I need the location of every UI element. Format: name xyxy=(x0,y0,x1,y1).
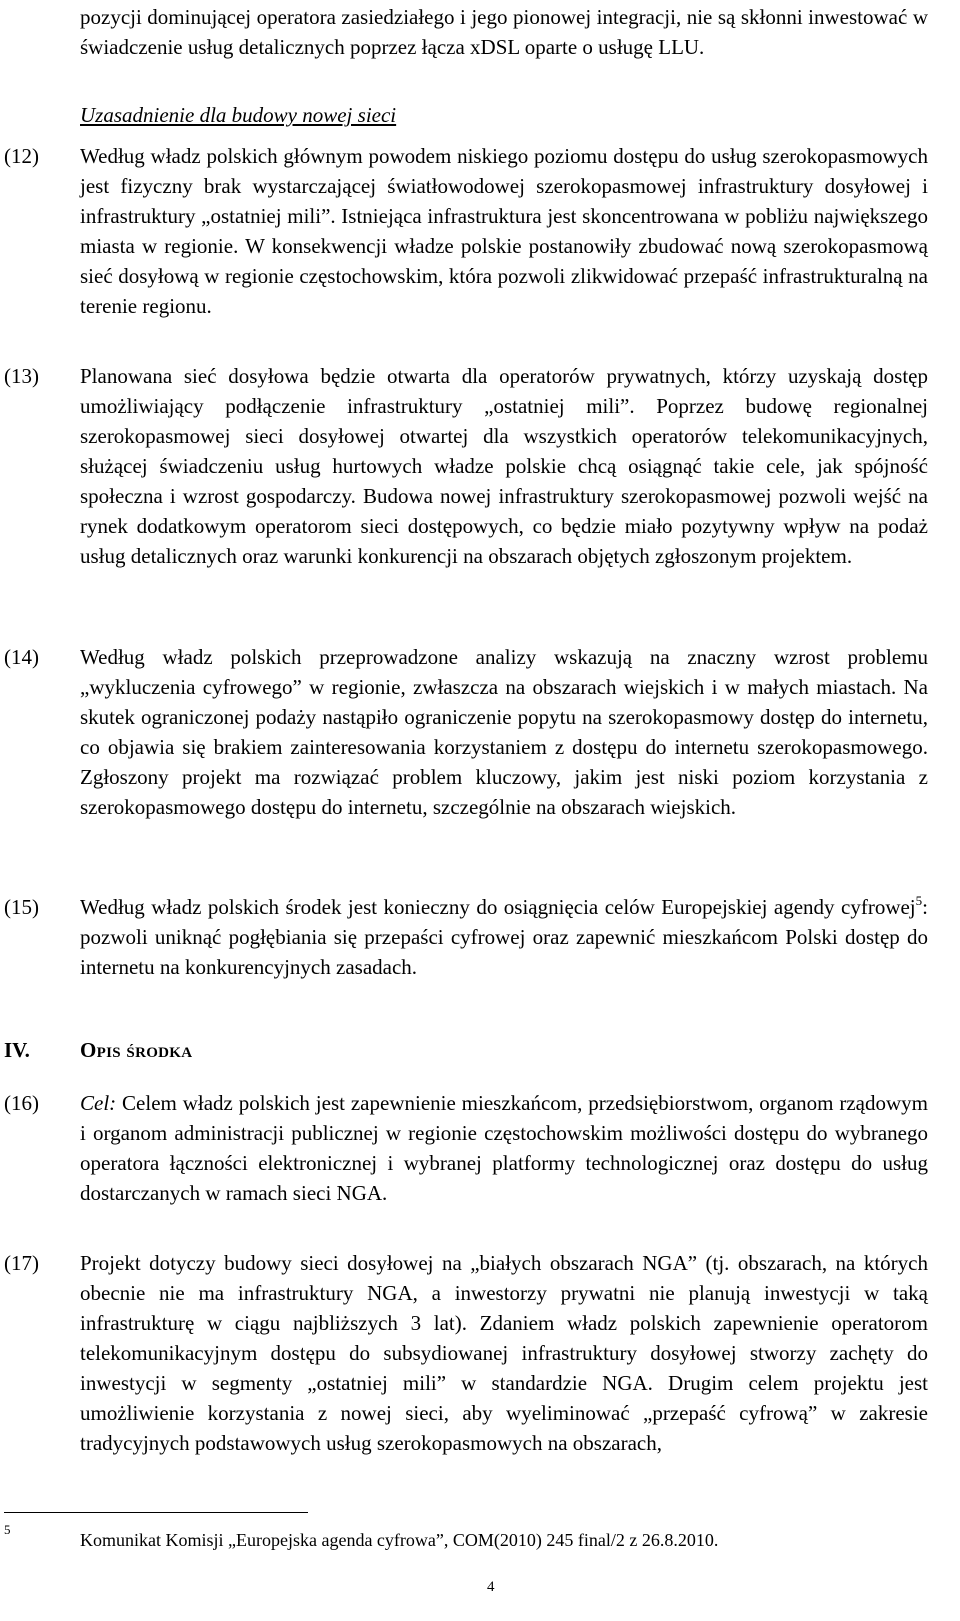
paragraph-number: (14) xyxy=(4,645,39,669)
paragraph-number: (17) xyxy=(4,1251,39,1275)
paragraph-text: Według władz polskich przeprowadzone analizy wskazują na znaczny wzrost problemu „wykluczenia cyfrowego” w regionie, zwłaszcza na obszarach wiejskich i w małych miastach. Na skutek ograniczonej podaży nastąpiło ograniczenie popytu na szerokopasmowy dostęp do internetu, co objawia się brakiem zainteresowania korzystaniem z dostępu do internetu szerokopasmowego. Zgłoszony projekt ma rozwiązać problem kluczowy, jakim jest niski poziom korzystania z szerokopasmowego dostępu do internetu, szczególnie na obszarach wiejskich. xyxy=(80,645,928,819)
paragraph-text: Według władz polskich głównym powodem niskiego poziomu dostępu do usług szerokopasmowych jest fizyczny brak wystarczającej światłowodowej szerokopasmowej infrastruktury dosyłowej i infrastruktury „ostatniej mili”. Istniejąca infrastruktura jest skoncentrowana w pobliżu największego miasta w regionie. W konsekwencji władze polskie postanowiły zbudować nową szerokopasmową sieć dosyłową w regionie częstochowskim, która pozwoli zlikwidować przepaść infrastrukturalną na terenie regionu. xyxy=(80,144,928,318)
paragraph-number: (13) xyxy=(4,364,39,388)
page-number: 4 xyxy=(487,1579,495,1595)
paragraph-text-end: : pozwoli uniknąć pogłębiania się przepaści cyfrowej oraz zapewnić mieszkańcom Polski dostęp do internetu na konkurencyjnych zasadach. xyxy=(80,895,928,979)
paragraph-body: Celem władz polskich jest zapewnienie mieszkańcom, przedsiębiorstwom, organom rządowym i organom administracji publicznej w regionie częstochowskim możliwości dostępu do wybranego operatora łączności elektronicznej i wybranej platformy technologicznej oraz dostępu do usług dostarczanych w ramach sieci NGA. xyxy=(80,1091,928,1205)
continuation-text: pozycji dominującej operatora zasiedziałego i jego pionowej integracji, nie są skłonni inwestować w świadczenie usług detalicznych poprzez łącza xDSL oparte o usługę LLU. xyxy=(80,5,928,59)
subheading: Uzasadnienie dla budowy nowej sieci xyxy=(80,103,397,127)
paragraph-text xyxy=(80,1088,928,1208)
footnote-mark: 5 xyxy=(4,1522,11,1537)
paragraph-number: (15) xyxy=(4,895,39,919)
footnote-text: Komunikat Komisji „Europejska agenda cyfrowa”, COM(2010) 245 final/2 z 26.8.2010. xyxy=(80,1530,719,1550)
paragraph-number: (12) xyxy=(4,144,39,168)
paragraph-text-start: Według władz polskich środek jest konieczny do osiągnięcia celów Europejskiej agendy cyfrowej xyxy=(80,895,916,919)
section-heading xyxy=(0,1035,930,1065)
footnote-separator xyxy=(4,1512,308,1513)
paragraph-text xyxy=(80,892,928,982)
paragraph-number: (16) xyxy=(4,1091,39,1115)
section-number: IV. xyxy=(4,1038,30,1062)
paragraph-text: Planowana sieć dosyłowa będzie otwarta dla operatorów prywatnych, którzy uzyskają dostęp umożliwiający podłączenie infrastruktury „ostatniej mili”. Poprzez budowę regionalnej szerokopasmowej sieci dosyłowej otwartej dla wszystkich operatorów telekomunikacyjnych, służącej świadczeniu usług hurtowych władze polskie chcą osiągnąć takie cele, jak spójność społeczna i wzrost gospodarczy. Budowa nowej infrastruktury szerokopasmowej pozwoli wejść na rynek dodatkowym operatorom sieci dostępowych, co będzie miało pozytywny wpływ na podaż usług detalicznych oraz warunki konkurencji na obszarach objętych zgłoszonym projektem. xyxy=(80,364,928,568)
paragraph-text: Projekt dotyczy budowy sieci dosyłowej na „białych obszarach NGA” (tj. obszarach, na których obecnie nie ma infrastruktury NGA, a inwestorzy prywatni nie planują inwestycji w taką infrastrukturę w ciągu najbliższych 3 lat). Zdaniem władz polskich zapewnienie operatorom telekomunikacyjnym dostępu do subsydiowanej infrastruktury dosyłowej stworzy zachęty do inwestycji w segmenty „ostatniej mili” w standardzie NGA. Drugim celem projektu jest umożliwienie korzystania z nowej sieci, aby wyeliminować „przepaść cyfrową” w zakresie tradycyjnych podstawowych usług szerokopasmowych na obszarach, xyxy=(80,1251,928,1455)
footnote-reference: 5 xyxy=(915,893,923,908)
paragraph-label: Cel: xyxy=(80,1091,117,1115)
section-title: Opis środka xyxy=(80,1038,193,1062)
